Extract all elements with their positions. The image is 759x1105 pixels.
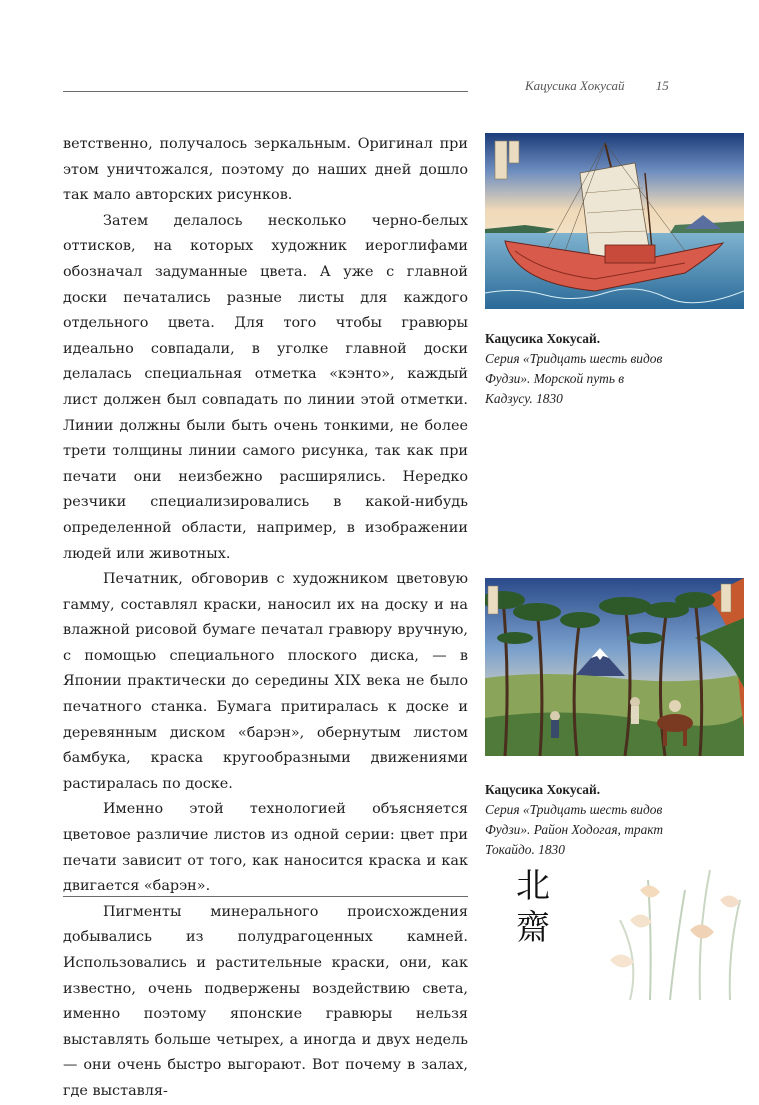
paragraph: ветственно, получалось зеркальным. Оригинал при этом уничтожался, поэтому до наших дней дошло так мало авторских рисунков. [63,136,468,204]
paragraph: Пигменты минерального происхождения добывались из полудрагоценных камней. Использовались и растительные краски, они, как известно, очень подвержены воздействию света, именно поэтому японские гравюры нельзя выставлять больше четырех, а иногда и двух недель — они очень быстро выгорают. Вот почему в залах, где выставля- [63,903,468,1099]
caption-text: Серия «Тридцать шесть видов Фудзи». Морской путь в Кадзусу. 1830 [485,351,663,406]
pines-print-image [485,578,744,756]
caption-title: Кацусика Хокусай. [485,331,601,346]
seal-character: 齋 [516,908,550,948]
header-rule [63,91,468,92]
body-text [63,132,468,1105]
paragraph: Печатник, обговорив с художником цветовую гамму, составлял краски, наносил их на доску и на влажной рисовой бумаге печатал гравюру вручную, с помощью специального плоского диска, — в Японии практически до середины XIX века не было печатного станка. Бумага притиралась к доске и деревянным диском «барэн», обернутым листом бамбука, краска кругообразными движениями растиралась по доске. [63,571,468,792]
caption-boat [485,329,675,409]
running-head [525,78,669,94]
boat-print-image [485,133,744,309]
page-number: 15 [655,78,669,93]
running-title: Кацусика Хокусай [525,78,625,93]
seal-character: 北 [516,866,550,906]
illustration-boat [485,133,744,309]
caption-text: Серия «Тридцать шесть видов Фудзи». Район Ходогая, тракт Токайдо. 1830 [485,802,664,857]
paragraph: Затем делалось несколько черно-белых оттисков, на которых художник иероглифами обозначал задуманные цвета. А уже с главной доски печатались разные листы для каждого отдельного цвета. Для того чтобы гравюры идеально совпадали, в уголке главной доски делалась специальная отметка «кэнто», каждый лист должен был совпадать по линии этой отметки. Линии должны были быть очень тонкими, не более трети толщины линии самого рисунка, так как при печати они неизбежно расширялись. Нередко резчики специализировались в какой-нибудь определенной области, например, в изображении людей или животных. [63,212,468,562]
iris-decoration-icon [590,860,759,1000]
footer-rule [63,896,468,897]
hokusai-signature-seal [513,865,553,949]
paragraph: Именно этой технологией объясняется цветовое различие листов из одной серии: цвет при печати зависит от того, как наносится краска и как двигается «барэн». [63,801,468,895]
caption-title: Кацусика Хокусай. [485,782,601,797]
illustration-pines [485,578,744,756]
caption-pines [485,780,675,860]
